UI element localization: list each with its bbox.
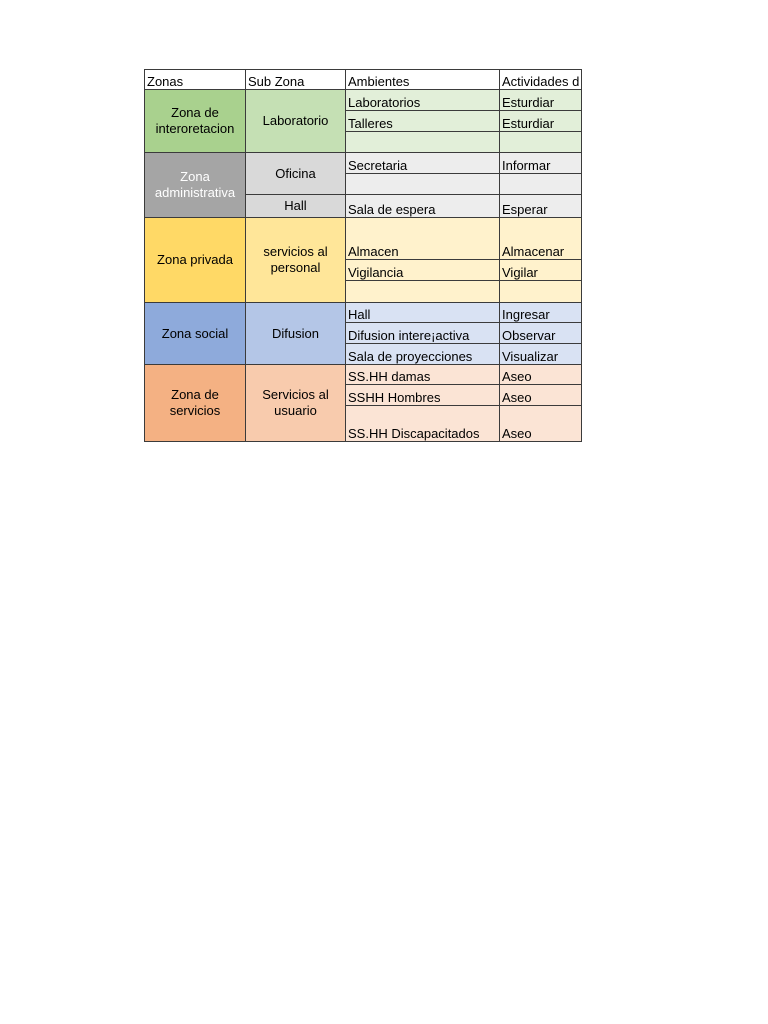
actividad-cell: Almacenar [500,218,582,260]
ambiente-cell: Vigilancia [346,260,500,281]
actividad-cell: Observar [500,323,582,344]
ambiente-cell: Laboratorios [346,90,500,111]
table-row [145,90,582,111]
header-ambientes: Ambientes [346,70,500,90]
actividad-cell: Esperar [500,195,582,218]
zones-table-body [145,70,582,442]
actividad-cell: Informar [500,153,582,174]
subzone-cell: Hall [246,195,346,218]
zone-cell: Zona administrativa [145,153,246,218]
ambiente-cell: SS.HH Discapacitados [346,406,500,442]
actividad-cell [500,174,582,195]
ambiente-cell [346,281,500,303]
actividad-cell: Esturdiar [500,111,582,132]
actividad-cell: Aseo [500,385,582,406]
ambiente-cell: Talleres [346,111,500,132]
actividad-cell: Aseo [500,406,582,442]
subzone-cell: Oficina [246,153,346,195]
subzone-cell: Laboratorio [246,90,346,153]
ambiente-cell [346,174,500,195]
actividad-cell: Esturdiar [500,90,582,111]
ambiente-cell: Difusion intere¡activa [346,323,500,344]
zone-cell: Zona de servicios [145,365,246,442]
table-row [145,303,582,323]
header-sub-zona: Sub Zona [246,70,346,90]
header-zonas: Zonas [145,70,246,90]
actividad-cell [500,281,582,303]
ambiente-cell: Hall [346,303,500,323]
table-row [145,365,582,385]
ambiente-cell: SS.HH damas [346,365,500,385]
ambiente-cell: Almacen [346,218,500,260]
table-row [145,218,582,260]
actividad-cell: Ingresar [500,303,582,323]
actividad-cell: Aseo [500,365,582,385]
subzone-cell: servicios al personal [246,218,346,303]
ambiente-cell: Sala de proyecciones [346,344,500,365]
zones-table [144,69,582,442]
ambiente-cell: Sala de espera [346,195,500,218]
actividad-cell: Vigilar [500,260,582,281]
actividad-cell: Visualizar [500,344,582,365]
table-row [145,153,582,174]
ambiente-cell: Secretaria [346,153,500,174]
zone-cell: Zona privada [145,218,246,303]
header-row [145,70,582,90]
subzone-cell: Servicios al usuario [246,365,346,442]
ambiente-cell [346,132,500,153]
ambiente-cell: SSHH Hombres [346,385,500,406]
zone-cell: Zona de interoretacion [145,90,246,153]
header-actividades: Actividades d [500,70,582,90]
zone-cell: Zona social [145,303,246,365]
subzone-cell: Difusion [246,303,346,365]
actividad-cell [500,132,582,153]
